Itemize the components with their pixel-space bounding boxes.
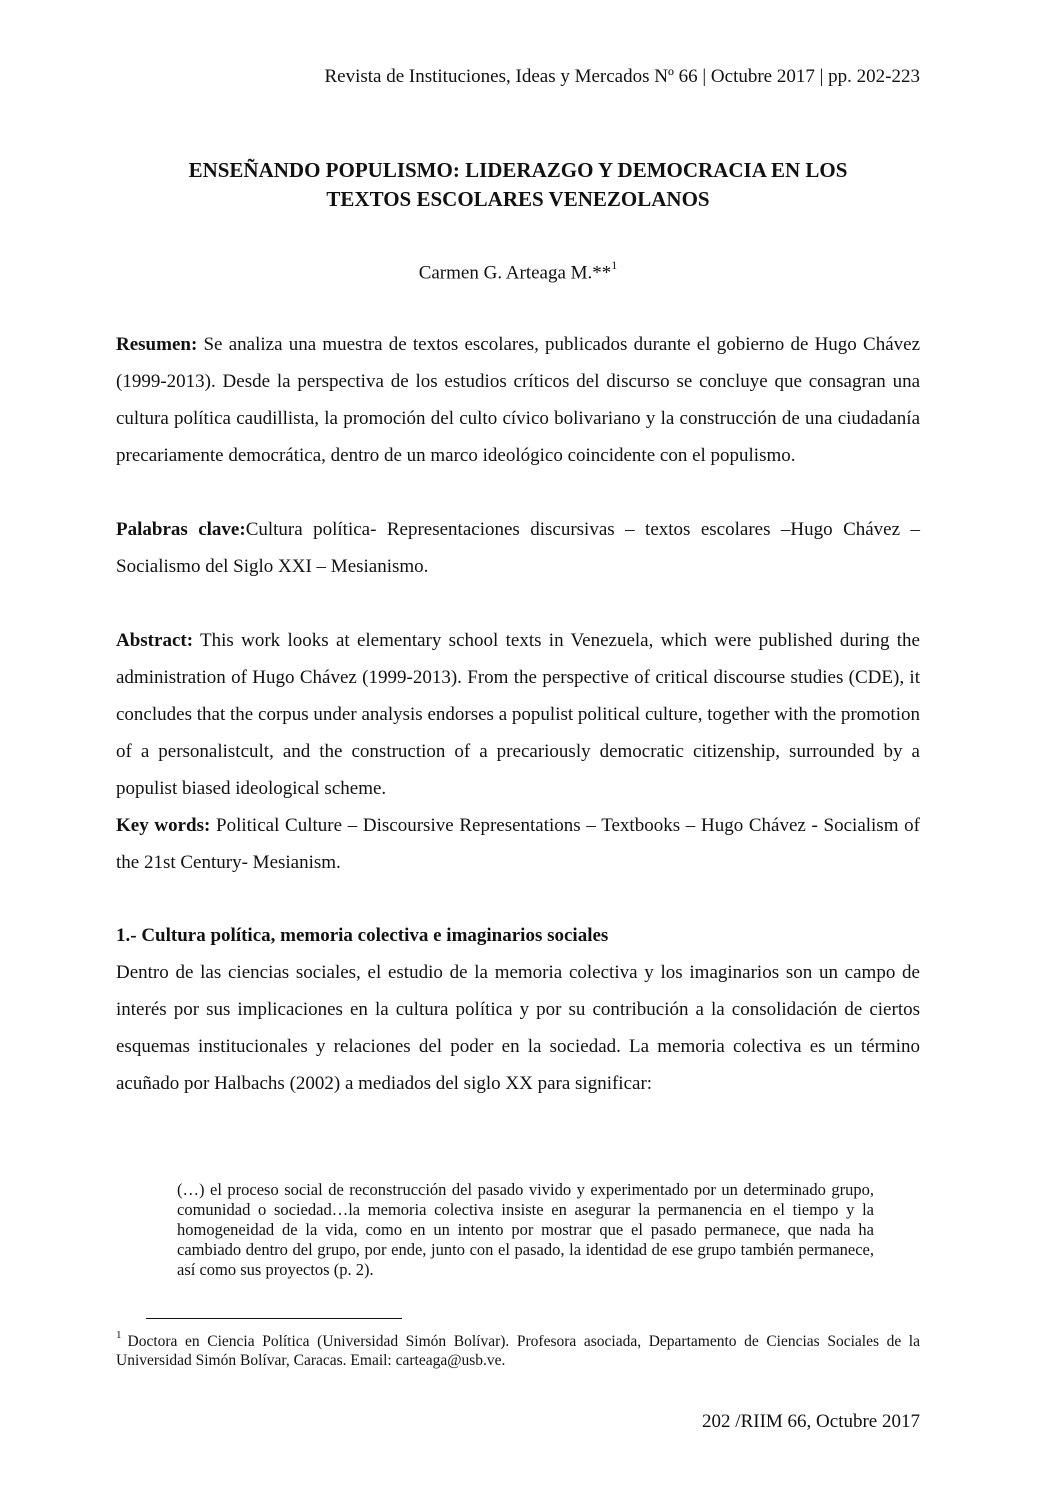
author-footnote-mark: 1 (611, 258, 618, 272)
abstract-label: Abstract: (116, 630, 194, 651)
palabras-clave-paragraph (116, 511, 920, 585)
key-words-paragraph (116, 807, 920, 881)
resumen-paragraph (116, 326, 920, 474)
block-quote: (…) el proceso social de reconstrucción del pasado vivido y experimentado por un determinado grupo, comunidad o sociedad…la memoria colectiva insiste en asegurar la permanencia en el tiempo y la homogeneidad de la vida, como en un intento por mostrar que el pasado permanece, que nada ha cambiado dentro del grupo, por ende, junto con el pasado, la identidad de ese grupo también permanece, así como sus proyectos (p. 2). (177, 1180, 874, 1279)
page-footer: 202 /RIIM 66, Octubre 2017 (702, 1411, 920, 1432)
article-title (116, 156, 920, 214)
key-words-text: Political Culture – Discoursive Representations – Textbooks – Hugo Chávez - Socialism of the 21st Century- Mesianism. (116, 815, 920, 873)
footnote-separator (146, 1318, 402, 1319)
title-line-1: ENSEÑANDO POPULISMO: LIDERAZGO Y DEMOCRACIA EN LOS (188, 158, 848, 182)
footnote-text: Doctora en Ciencia Política (Universidad Simón Bolívar). Profesora asociada, Departamento de Ciencias Sociales de la Universidad Simón Bolívar, Caracas. Email: carteaga@usb.ve. (116, 1333, 920, 1370)
abstract-text: This work looks at elementary school texts in Venezuela, which were published during the administration of Hugo Chávez (1999-2013). From the perspective of critical discourse studies (CDE), it concludes that the corpus under analysis endorses a populist political culture, together with the promotion of a personalistcult, and the construction of a precariously democratic citizenship, surrounded by a populist biased ideological scheme. (116, 630, 920, 799)
title-line-2: TEXTOS ESCOLARES VENEZOLANOS (326, 187, 710, 211)
author-line (116, 255, 920, 285)
key-words-label: Key words: (116, 815, 211, 836)
footnote-mark: 1 (116, 1329, 122, 1341)
palabras-clave-label: Palabras clave: (116, 519, 246, 540)
section-heading: 1.- Cultura política, memoria colectiva e imaginarios sociales (116, 925, 609, 946)
running-head: Revista de Instituciones, Ideas y Mercados Nº 66 | Octubre 2017 | pp. 202-223 (324, 66, 920, 87)
footnote (116, 1328, 920, 1370)
author-name: Carmen G. Arteaga M.** (418, 262, 612, 284)
palabras-clave-text: Cultura política- Representaciones discursivas – textos escolares –Hugo Chávez – Socialismo del Siglo XXI – Mesianismo. (116, 519, 920, 577)
resumen-text: Se analiza una muestra de textos escolares, publicados durante el gobierno de Hugo Chávez (1999-2013). Desde la perspectiva de los estudios críticos del discurso se concluye que consagran una cultura política caudillista, la promoción del culto cívico bolivariano y la construcción de una ciudadanía precariamente democrática, dentro de un marco ideológico coincidente con el populismo. (116, 334, 920, 466)
abstract-paragraph (116, 622, 920, 807)
section-paragraph: Dentro de las ciencias sociales, el estudio de la memoria colectiva y los imaginarios son un campo de interés por sus implicaciones en la cultura política y por su contribución a la consolidación de ciertos esquemas institucionales y relaciones del poder en la sociedad. La memoria colectiva es un término acuñado por Halbachs (2002) a mediados del siglo XX para significar: (116, 962, 920, 1094)
resumen-label: Resumen: (116, 334, 198, 355)
